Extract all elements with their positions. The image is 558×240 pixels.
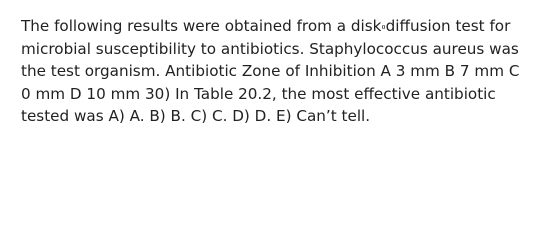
question-text: The following results were obtained from a disk⬞diffusion test for microbial susceptibility to antibiotics. Staphylococcus aureus was the test organism. Antibiotic Zone of Inhibition A 3 mm B 7 mm C 0 mm D 10 mm 30) In Table 20.2, the most effective antibiotic tested was A) A. B) B. C) C. D) D. E) Canʼt tell. [21,17,520,125]
